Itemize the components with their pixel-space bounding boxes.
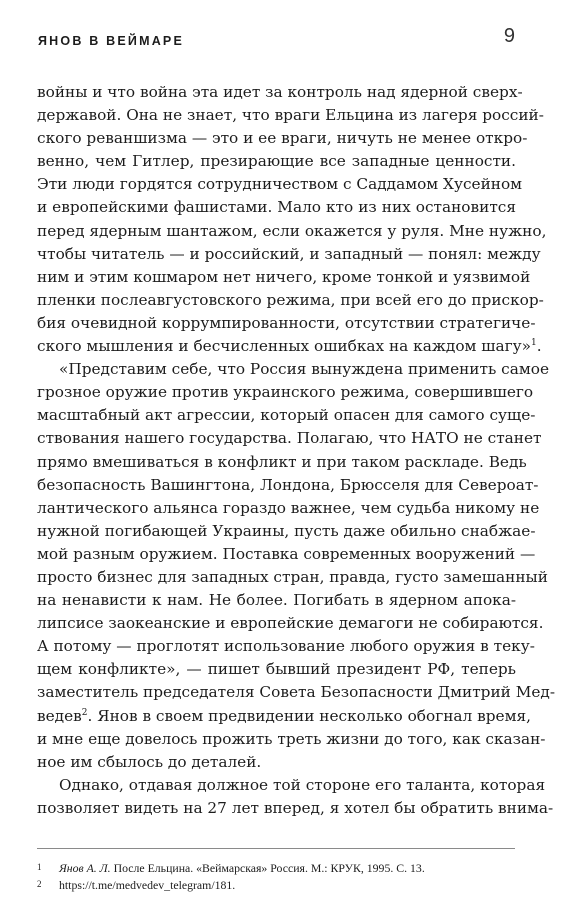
text-line: прямо вмешиваться в конфликт и при таком раскладе. Ведь — [37, 452, 527, 471]
text-line: позволяет видеть на 27 лет вперед, я хотел бы обратить внима- — [37, 798, 554, 817]
footnote-number: 1 — [37, 862, 42, 872]
footnote-number: 2 — [37, 879, 42, 889]
page-number: 9 — [503, 25, 515, 47]
paragraph — [37, 358, 556, 774]
footnote-author: Янов А. Л. — [59, 861, 111, 875]
text-line: масштабный акт агрессии, который опасен для самого суще- — [37, 406, 536, 425]
text-fragment: ведев — [37, 706, 82, 725]
text-line: «Представим себе, что Россия вынуждена применить самое — [59, 360, 550, 379]
text-line: А потому — проглотят использование любого оружия в теку- — [37, 637, 535, 656]
text-line: Однако, отдавая должное той стороне его таланта, которая — [59, 775, 546, 794]
text-line: бия очевидной коррумпированности, отсутствии стратегиче- — [37, 313, 536, 332]
text-line: липсисе заокеанские и европейские демагоги не собираются. — [37, 614, 544, 633]
text-line: ное им сбылось до деталей. — [37, 752, 262, 771]
text-line: щем конфликте», — пишет бывший президент РФ, теперь — [37, 660, 516, 679]
text-line: грозное оружие против украинского режима, совершившего — [37, 383, 534, 402]
text-line: перед ядерным шантажом, если окажется у руля. Мне нужно, — [37, 221, 547, 240]
text-line: ского мышления и бесчисленных ошибках на каждом шагу»$^1$. — [37, 337, 542, 356]
footnote — [37, 860, 516, 877]
text-line: и мне еще довелось прожить треть жизни до того, как сказан- — [37, 729, 546, 748]
footnote-link[interactable]: https://t.me/medvedev_telegram/181. — [59, 878, 236, 892]
text-line: ним и этим кошмаром нет ничего, кроме тонкой и уязвимой — [37, 267, 531, 286]
running-head: ЯНОВ В ВЕЙМАРЕ — [38, 34, 184, 48]
text-line: лантического альянса гораздо важнее, чем судьба никому не — [37, 498, 540, 517]
text-line: державой. Она не знает, что враги Ельцина из лагеря россий- — [37, 106, 544, 125]
footnotes — [37, 860, 516, 894]
text-line: ствования нашего государства. Полагаю, что НАТО не станет — [37, 429, 542, 448]
text-line: безопасность Вашингтона, Лондона, Брюсселя для Североат- — [37, 475, 539, 494]
paragraph — [37, 81, 547, 358]
footnote-text — [59, 860, 425, 877]
text-line: на ненависти к нам. Не более. Погибать в ядерном апока- — [37, 591, 516, 610]
body-text — [37, 81, 556, 820]
text-fragment: . Янов в своем предвидении несколько обогнал время, — [87, 706, 531, 725]
text-line: нужной погибающей Украины, пусть даже обильно снабжае- — [37, 521, 536, 540]
text-line: войны и что война эта идет за контроль над ядерной сверх- — [37, 83, 523, 101]
paragraph — [37, 774, 554, 820]
footnote-citation: После Ельцина. «Веймарская» Россия. М.: КРУК, 1995. С. 13. — [110, 861, 425, 875]
footnote-divider — [37, 848, 515, 849]
text-line: венно, чем Гитлер, презирающие все западные ценности. — [37, 152, 516, 171]
text-line: Эти люди гордятся сотрудничеством с Саддамом Хусейном — [37, 175, 523, 194]
text-line: мой разным оружием. Поставка современных вооружений — — [37, 544, 536, 563]
text-line: чтобы читатель — и российский, и западный — понял: между — [37, 244, 541, 263]
footnote-ref-1[interactable]: 1 — [531, 337, 537, 348]
text-line: просто бизнес для западных стран, правда, густо замешанный — [37, 567, 548, 586]
text-line: ского реваншизма — это и ее враги, ничуть не менее откро- — [37, 129, 528, 148]
text-line: пленки послеавгустовского режима, при всей его до прискор- — [37, 290, 544, 309]
footnote-ref-2[interactable]: 2 — [81, 707, 88, 718]
footnote — [37, 877, 516, 894]
text-line: и европейскими фашистами. Мало кто из них остановится — [37, 198, 516, 217]
text-line: заместитель председателя Совета Безопасности Дмитрий Мед- — [37, 683, 556, 702]
text-fragment: ского мышления и бесчисленных ошибках на каждом шагу» — [37, 337, 532, 356]
text-line — [37, 705, 531, 728]
